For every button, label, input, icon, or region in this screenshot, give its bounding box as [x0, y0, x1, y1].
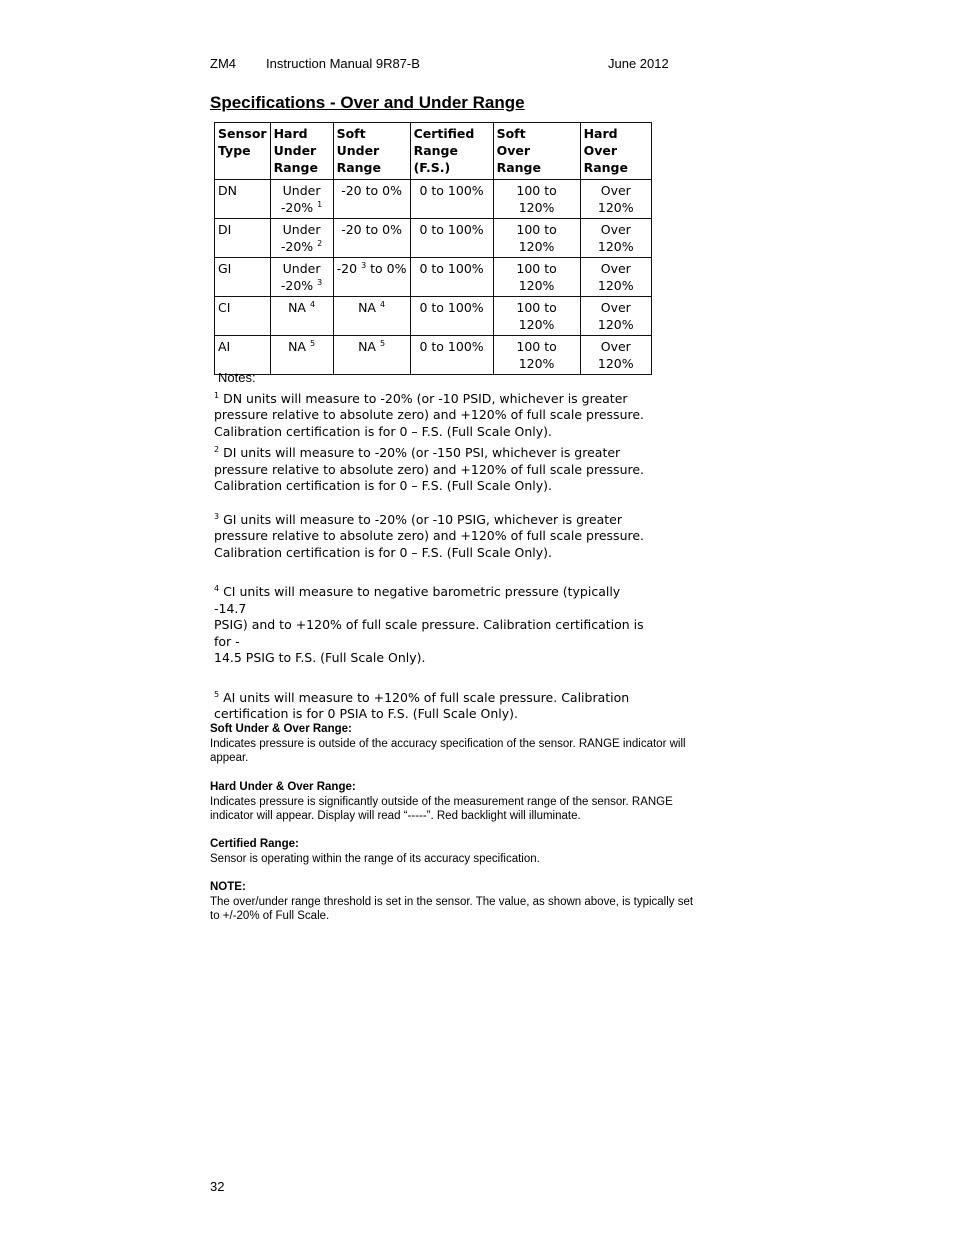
notes-section: [214, 370, 654, 723]
cell-soft-over: 100 to 120%: [493, 219, 580, 258]
header-doc-code: ZM4: [210, 56, 236, 71]
notes-label: Notes:: [218, 370, 256, 385]
cell-soft-under: NA $^5$: [333, 336, 410, 375]
header-date: June 2012: [608, 56, 669, 71]
cell-hard-under: Under -20% $^1$: [270, 180, 333, 219]
table-row-dn: [215, 180, 652, 219]
cell-hard-over: Over 120%: [580, 219, 651, 258]
page-number: 32: [210, 1179, 225, 1194]
cell-soft-over: 100 to 120%: [493, 180, 580, 219]
cell-sensor-type: DI: [215, 219, 271, 258]
cell-soft-over: 100 to 120%: [493, 258, 580, 297]
table-row-ai: [215, 336, 652, 375]
col-header-soft-over: Soft Over Range: [493, 123, 580, 180]
cell-hard-over: Over 120%: [580, 258, 651, 297]
cell-certified: 0 to 100%: [410, 180, 493, 219]
cell-sensor-type: GI: [215, 258, 271, 297]
definition-text: Indicates pressure is significantly outside of the measurement range of the sensor. RANGE indicator will appear. Display will read “-----”. Red backlight will illuminate.: [210, 795, 673, 822]
cell-hard-under: NA $^5$: [270, 336, 333, 375]
cell-certified: 0 to 100%: [410, 219, 493, 258]
footnote-2: $^2$ DI units will measure to -20% (or -150 PSI, whichever is greater pressure relative to absolute zero) and +120% of full scale pressure. Calibration certification is for 0 – F.S. (Full Scale Only).: [214, 444, 645, 493]
cell-hard-over: Over 120%: [580, 336, 651, 375]
table-row-gi: [215, 258, 652, 297]
range-spec-table: [214, 122, 652, 375]
footnote-5: $^5$ AI units will measure to +120% of full scale pressure. Calibration certification is for 0 PSIA to F.S. (Full Scale Only).: [214, 689, 630, 721]
col-header-hard-over: Hard Over Range: [580, 123, 651, 180]
cell-soft-under: NA $^4$: [333, 297, 410, 336]
cell-soft-under: -20 $^3$ to 0%: [333, 258, 410, 297]
col-header-sensor-type: Sensor Type: [215, 123, 271, 180]
cell-soft-under: -20 to 0%: [333, 219, 410, 258]
cell-sensor-type: CI: [215, 297, 271, 336]
definition-soft-range: [210, 722, 740, 766]
cell-hard-under: Under -20% $^2$: [270, 219, 333, 258]
definition-heading: NOTE:: [210, 881, 246, 893]
definition-heading: Certified Range:: [210, 838, 299, 850]
cell-certified: 0 to 100%: [410, 336, 493, 375]
definition-text: Sensor is operating within the range of its accuracy specification.: [210, 852, 540, 865]
cell-certified: 0 to 100%: [410, 258, 493, 297]
definition-text: Indicates pressure is outside of the accuracy specification of the sensor. RANGE indicator will appear.: [210, 737, 686, 764]
cell-hard-under: Under -20% $^3$: [270, 258, 333, 297]
cell-sensor-type: DN: [215, 180, 271, 219]
col-header-certified: Certified Range (F.S.): [410, 123, 493, 180]
definition-hard-range: [210, 780, 740, 824]
col-header-hard-under: Hard Under Range: [270, 123, 333, 180]
cell-soft-over: 100 to 120%: [493, 297, 580, 336]
definition-certified-range: [210, 837, 740, 866]
table-row-ci: [215, 297, 652, 336]
cell-hard-under: NA $^4$: [270, 297, 333, 336]
table-header-row: [215, 123, 652, 180]
page-title: Specifications - Over and Under Range: [210, 93, 525, 112]
col-header-soft-under: Soft Under Range: [333, 123, 410, 180]
header-manual-title: Instruction Manual 9R87-B: [266, 56, 420, 71]
cell-hard-over: Over 120%: [580, 297, 651, 336]
definition-heading: Hard Under & Over Range:: [210, 781, 356, 793]
cell-soft-over: 100 to 120%: [493, 336, 580, 375]
footnote-4: $^4$ CI units will measure to negative barometric pressure (typically -14.7 PSIG) and to +120% of full scale pressure. Calibration certification is for - 14.5 PSIG to F.S. (Full Scale Only).: [214, 583, 644, 665]
cell-certified: 0 to 100%: [410, 297, 493, 336]
definition-heading: Soft Under & Over Range:: [210, 723, 352, 735]
table-row-di: [215, 219, 652, 258]
footnote-1: $^1$ DN units will measure to -20% (or -10 PSID, whichever is greater pressure relative to absolute zero) and +120% of full scale pressure. Calibration certification is for 0 – F.S. (Full Scale Only).: [214, 390, 645, 439]
definition-note: [210, 880, 740, 924]
footnote-3: $^3$ GI units will measure to -20% (or -10 PSIG, whichever is greater pressure relative to absolute zero) and +120% of full scale pressure. Calibration certification is for 0 – F.S. (Full Scale Only).: [214, 511, 645, 560]
cell-hard-over: Over 120%: [580, 180, 651, 219]
cell-sensor-type: AI: [215, 336, 271, 375]
definition-text: The over/under range threshold is set in the sensor. The value, as shown above, is typically set to +/-20% of Full Scale.: [210, 895, 694, 922]
cell-soft-under: -20 to 0%: [333, 180, 410, 219]
